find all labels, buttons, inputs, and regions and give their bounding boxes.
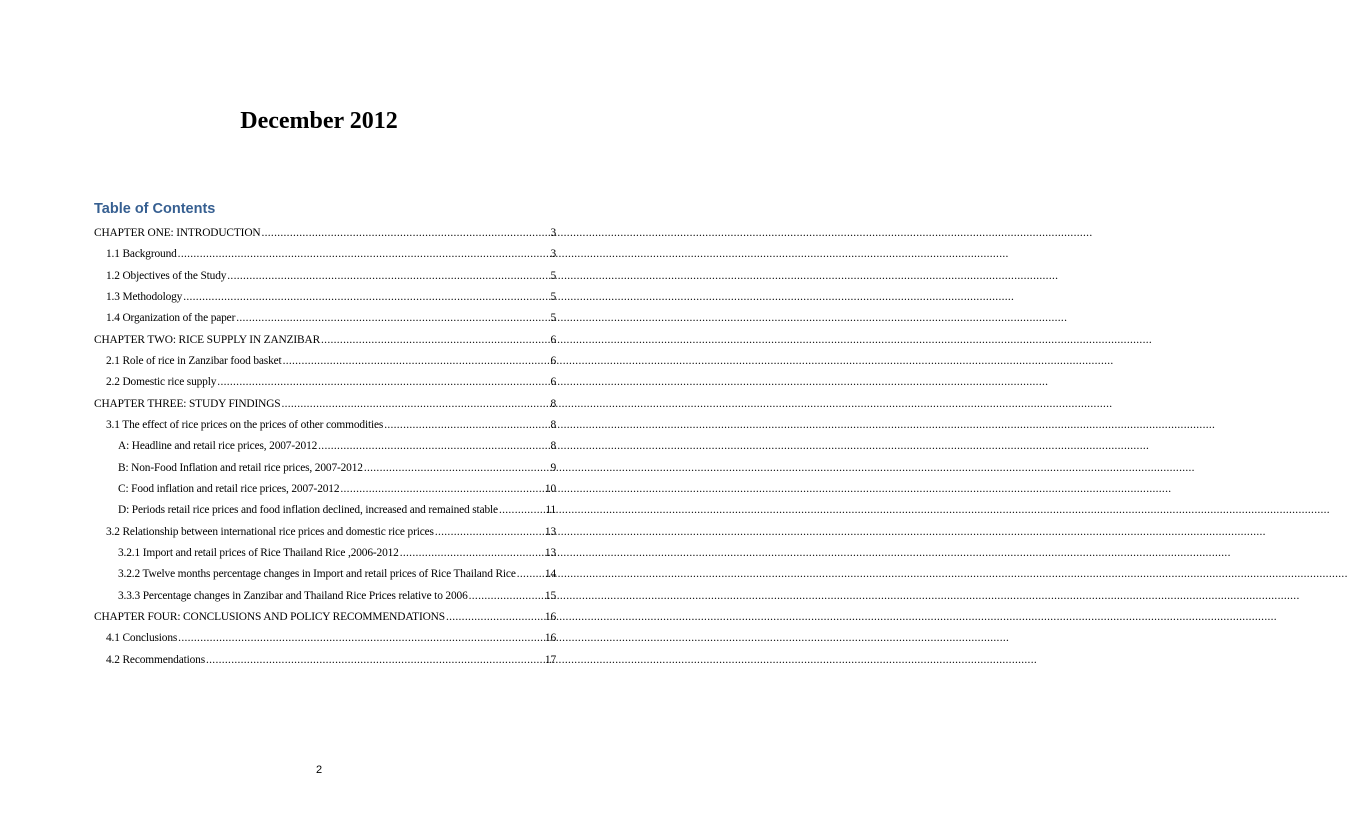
toc-entry-title: 3.2.2 Twelve months percentage changes in Import and retail prices of Rice Thailand Rice <box>118 568 516 581</box>
toc-dot-leader <box>236 312 549 325</box>
toc-dot-leader <box>469 590 544 603</box>
toc-entry[interactable] <box>94 270 556 291</box>
toc-entry[interactable] <box>94 632 556 653</box>
toc-entry-title: 1.3 Methodology <box>106 290 183 303</box>
toc-entry[interactable] <box>94 376 556 397</box>
toc-entry[interactable] <box>94 291 556 312</box>
toc-dot-leader <box>400 547 544 560</box>
toc-entry[interactable] <box>94 547 556 568</box>
toc-entry-page: 16 <box>544 610 556 623</box>
toc-entry[interactable] <box>94 355 556 376</box>
toc-entry-page: 10 <box>544 482 556 495</box>
toc-entry-title: CHAPTER TWO: RICE SUPPLY IN ZANZIBAR <box>94 333 321 346</box>
toc-entry-page: 13 <box>544 546 556 559</box>
toc-entry-page: 13 <box>544 525 556 538</box>
toc-entry-page: 6 <box>550 354 556 367</box>
toc-entry[interactable] <box>94 462 556 483</box>
toc-entry[interactable] <box>94 504 556 525</box>
toc-entry-title: 3.3.3 Percentage changes in Zanzibar and Thailand Rice Prices relative to 2006 <box>118 589 468 602</box>
toc-dot-leader <box>283 355 550 368</box>
toc-entry[interactable] <box>94 398 556 419</box>
toc-dot-leader <box>261 227 549 240</box>
toc-entry-title: D: Periods retail rice prices and food inflation declined, increased and remained stable <box>118 504 498 517</box>
toc-entry-title: CHAPTER FOUR: CONCLUSIONS AND POLICY RECOMMENDATIONS <box>94 610 445 623</box>
toc-entry-page: 5 <box>550 312 556 325</box>
toc-entry[interactable] <box>94 419 556 440</box>
toc-dot-leader <box>446 611 544 624</box>
toc-dot-leader <box>318 440 549 453</box>
toc-title: Table of Contents <box>94 201 216 217</box>
toc-entry-page: 8 <box>550 418 556 431</box>
toc-entry-page: 5 <box>550 290 556 303</box>
toc-entry-title: 1.2 Objectives of the Study <box>106 269 227 282</box>
toc-entry[interactable] <box>94 590 556 611</box>
toc-dot-leader <box>340 483 544 496</box>
toc-entry-page: 16 <box>544 632 556 645</box>
toc-entry[interactable] <box>94 654 556 675</box>
toc-dot-leader <box>384 419 549 432</box>
toc-entry-title: CHAPTER ONE: INTRODUCTION <box>94 227 261 239</box>
toc-dot-leader <box>206 654 544 667</box>
toc-entry[interactable] <box>94 440 556 461</box>
toc-entry-title: 3.2 Relationship between international rice prices and domestic rice prices <box>106 525 434 538</box>
toc-dot-leader <box>517 568 544 581</box>
toc-entry[interactable] <box>94 611 556 632</box>
toc-dot-leader <box>178 632 544 645</box>
toc-dot-leader <box>364 462 550 475</box>
toc-entry[interactable] <box>94 568 556 589</box>
toc-entry[interactable] <box>94 312 556 333</box>
toc-entry-title: B: Non-Food Inflation and retail rice prices, 2007-2012 <box>118 461 363 474</box>
table-of-contents <box>94 227 556 675</box>
toc-entry[interactable] <box>94 483 556 504</box>
toc-entry-page: 6 <box>550 333 556 346</box>
page-number: 2 <box>315 764 323 776</box>
toc-entry-title: 3.1 The effect of rice prices on the prices of other commodities <box>106 418 384 431</box>
toc-entry-page: 6 <box>550 376 556 389</box>
toc-dot-leader <box>435 526 544 539</box>
toc-entry-page: 11 <box>545 504 556 517</box>
toc-entry-title: 3.2.1 Import and retail prices of Rice Thailand Rice ,2006-2012 <box>118 546 399 559</box>
toc-entry[interactable] <box>94 334 556 355</box>
toc-entry-title: A: Headline and retail rice prices, 2007-2012 <box>118 440 318 453</box>
toc-entry-page: 14 <box>544 568 556 581</box>
toc-entry[interactable] <box>94 227 556 248</box>
toc-entry-title: 2.1 Role of rice in Zanzibar food basket <box>106 354 282 367</box>
toc-entry-title: 1.4 Organization of the paper <box>106 312 236 325</box>
toc-entry-title: 4.1 Conclusions <box>106 632 178 645</box>
toc-dot-leader <box>217 376 549 389</box>
toc-entry-title: 2.2 Domestic rice supply <box>106 376 217 389</box>
toc-dot-leader <box>227 270 549 283</box>
toc-entry-page: 3 <box>550 227 556 239</box>
toc-dot-leader <box>178 248 550 261</box>
toc-entry[interactable] <box>94 248 556 269</box>
toc-entry-page: 8 <box>550 440 556 453</box>
date-heading: December 2012 <box>240 108 398 134</box>
toc-entry-page: 3 <box>550 248 556 261</box>
toc-dot-leader <box>281 398 549 411</box>
toc-entry[interactable] <box>94 526 556 547</box>
toc-dot-leader <box>321 334 549 347</box>
toc-entry-page: 8 <box>550 397 556 410</box>
toc-entry-page: 17 <box>544 653 556 666</box>
toc-entry-page: 15 <box>544 589 556 602</box>
toc-dot-leader <box>183 291 549 304</box>
toc-entry-title: CHAPTER THREE: STUDY FINDINGS <box>94 397 281 410</box>
toc-entry-page: 9 <box>550 461 556 474</box>
toc-entry-title: 4.2 Recommendations <box>106 653 206 666</box>
toc-dot-leader <box>499 504 544 517</box>
toc-entry-title: C: Food inflation and retail rice prices, 2007-2012 <box>118 482 340 495</box>
toc-entry-title: 1.1 Background <box>106 248 177 261</box>
toc-entry-page: 5 <box>550 269 556 282</box>
